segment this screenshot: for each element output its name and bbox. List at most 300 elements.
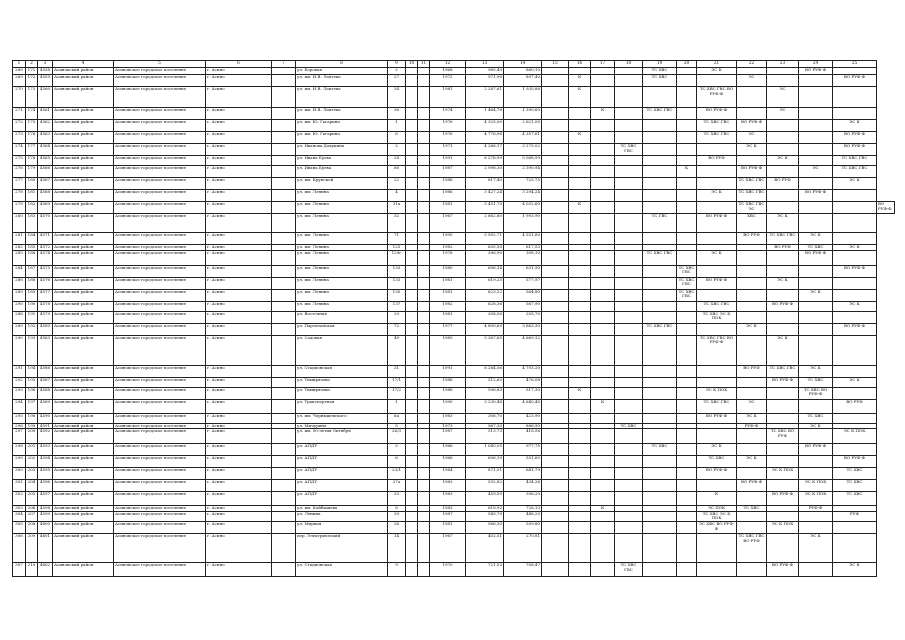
cell-col-23 [767,533,799,562]
cell-col-5: Асиновское городское поселение [114,444,206,456]
cell-col-10 [406,277,418,289]
cell-col-9: 135 [388,289,406,301]
cell-col-15 [542,190,569,202]
cell-col-9: 133 [388,277,406,289]
cell-col-5: Асиновское городское поселение [114,202,206,214]
cell-col-12: 1988 [430,178,466,190]
cell-col-11 [418,120,430,132]
cell-col-17 [591,132,615,144]
cell-col-17 [591,87,615,108]
cell-col-17: К [591,399,615,413]
cell-col-19 [643,311,677,323]
column-header-16: 16 [569,61,591,68]
cell-col-19 [643,492,677,506]
cell-col-22: ЭС [737,132,767,144]
cell-col-23: ЭС К ПОК [767,521,799,533]
cell-col-11 [418,289,430,301]
cell-col-22 [737,277,767,289]
cell-col-6: г. Асино [206,250,272,265]
cell-col-20 [677,456,697,468]
cell-col-25: ВО РУФ-Ф [833,132,877,144]
cell-col-7 [272,233,296,245]
cell-col-10 [406,301,418,311]
cell-col-16 [569,492,591,506]
cell-col-14: 860,10 [504,68,542,75]
cell-col-14: 726,13 [504,506,542,512]
cell-col-1: 298 [13,444,26,456]
cell-col-20 [677,429,697,444]
table-row [13,108,895,120]
cell-col-10 [406,311,418,323]
column-header-22: 22 [737,61,767,68]
cell-col-24 [799,132,833,144]
cell-col-23 [767,202,799,214]
cell-col-2: 196 [26,387,38,399]
cell-col-6: г. Асино [206,323,272,335]
cell-col-2: 184 [26,233,38,245]
cell-col-16: К [569,132,591,144]
cell-col-2: 210 [26,562,38,576]
cell-col-21: ЭС К [697,68,737,75]
table-row [13,132,895,144]
cell-col-19 [643,562,677,576]
cell-col-7 [272,214,296,233]
table-row [13,68,895,75]
cell-col-14: 1 993,90 [504,214,542,233]
cell-col-6: г. Асино [206,387,272,399]
cell-col-25 [833,521,877,533]
column-header-3: 3 [38,61,53,68]
cell-col-19 [643,178,677,190]
cell-col-8: ул. им. Ленина [296,190,388,202]
cell-col-20 [677,301,697,311]
cell-col-20 [677,335,697,365]
cell-col-13: 628,36 [466,301,504,311]
cell-col-22: РУФ-Ф [737,423,767,429]
cell-col-17 [591,468,615,480]
cell-col-2: 174 [26,108,38,120]
cell-col-5: Асиновское городское поселение [114,423,206,429]
cell-col-5: Асиновское городское поселение [114,399,206,413]
cell-col-14: 308,10 [504,250,542,265]
cell-col-17 [591,492,615,506]
cell-col-5: Асиновское городское поселение [114,250,206,265]
cell-col-8: ул. им. Ленина [296,250,388,265]
cell-col-21 [697,233,737,245]
cell-col-25: ТС ХВС ГВС [833,156,877,166]
cell-col-23 [767,444,799,456]
cell-col-8: ул. им. Ленина [296,233,388,245]
cell-col-9: 14 [388,533,406,562]
cell-col-18 [615,178,643,190]
cell-col-4: Асиновский район [53,511,114,521]
cell-col-14: 4 551,60 [504,233,542,245]
table-row [13,75,895,87]
cell-col-16 [569,335,591,365]
cell-col-25: ВО РУФ-Ф [833,144,877,156]
cell-col-25: ТС ХВС [833,480,877,492]
cell-col-13: 5 367,65 [466,335,504,365]
cell-col-19 [643,399,677,413]
cell-col-13: 606,19 [466,456,504,468]
cell-col-19 [643,156,677,166]
cell-col-12: 1995 [430,233,466,245]
cell-col-12: 1991 [430,365,466,377]
cell-col-9: 27а [388,480,406,492]
cell-col-4: Асиновский район [53,365,114,377]
cell-col-4: Асиновский район [53,190,114,202]
column-header-8: 8 [296,61,388,68]
cell-col-4: Асиновский район [53,250,114,265]
cell-col-4: Асиновский район [53,521,114,533]
cell-col-7 [272,156,296,166]
cell-col-5: Асиновское городское поселение [114,456,206,468]
column-number-row [13,61,895,68]
cell-col-10 [406,456,418,468]
cell-col-15 [542,144,569,156]
cell-col-3: 4565 [38,156,53,166]
cell-col-14: 3 663,30 [504,323,542,335]
cell-col-10 [406,202,418,214]
cell-col-25: ТС ХВС [833,468,877,480]
cell-col-3: 4588 [38,387,53,399]
cell-col-23 [767,480,799,492]
table-row [13,562,895,576]
cell-col-7 [272,413,296,423]
column-header-19: 19 [643,61,677,68]
cell-col-3: 4564 [38,144,53,156]
cell-col-15 [542,87,569,108]
cell-col-3: 4559 [38,75,53,87]
cell-col-19: ТС ХВС ГВС [643,108,677,120]
column-header-13: 13 [466,61,504,68]
cell-col-7 [272,277,296,289]
cell-col-22: ЭС К [737,323,767,335]
cell-col-1: 307 [13,562,26,576]
cell-col-5: Асиновское городское поселение [114,387,206,399]
cell-col-4: Асиновский район [53,335,114,365]
cell-col-7 [272,480,296,492]
column-header-11: 11 [418,61,430,68]
cell-col-4: Асиновский район [53,289,114,301]
cell-col-14: 564,80 [504,289,542,301]
column-header-4: 4 [53,61,114,68]
cell-col-14: 3 275,02 [504,144,542,156]
cell-col-22: ЭС [737,75,767,87]
cell-col-18 [615,108,643,120]
cell-col-17 [591,429,615,444]
cell-col-3: 4558 [38,68,53,75]
cell-col-17 [591,156,615,166]
cell-col-18 [615,277,643,289]
cell-col-3: 4583 [38,335,53,365]
cell-col-19 [643,521,677,533]
cell-col-18 [615,480,643,492]
cell-col-9: 9 [388,562,406,576]
cell-col-16 [569,301,591,311]
cell-col-15 [542,301,569,311]
cell-col-20: ТС ХВС ГВС [677,277,697,289]
cell-col-9: 36 [388,108,406,120]
cell-col-18 [615,429,643,444]
cell-col-10 [406,265,418,277]
cell-col-9: 137 [388,301,406,311]
cell-col-13: 2 287,61 [466,87,504,108]
cell-col-12: 1980 [430,265,466,277]
cell-col-5: Асиновское городское поселение [114,132,206,144]
cell-col-4: Асиновский район [53,444,114,456]
cell-col-12: 1990 [430,399,466,413]
cell-col-2: 175 [26,120,38,132]
cell-col-6: г. Асино [206,144,272,156]
cell-col-15 [542,68,569,75]
cell-col-14: 641,79 [504,468,542,480]
cell-col-5: Асиновское городское поселение [114,87,206,108]
cell-col-25 [833,413,877,423]
cell-col-22: ХВС [737,214,767,233]
cell-col-25: ТС ХВС ГВС [833,166,877,178]
cell-col-2: 198 [26,413,38,423]
cell-col-19 [643,301,677,311]
cell-col-16 [569,68,591,75]
cell-col-16 [569,365,591,377]
cell-col-14: 631,90 [504,265,542,277]
cell-col-13: 4 286,17 [466,144,504,156]
cell-col-1: 293 [13,387,26,399]
cell-col-11 [418,250,430,265]
cell-col-13: 549,70 [466,511,504,521]
cell-col-13: 396,90 [466,250,504,265]
cell-col-20 [677,108,697,120]
cell-col-14: 306,20 [504,492,542,506]
cell-col-24: ЭС К [799,533,833,562]
cell-col-18 [615,413,643,423]
cell-col-6: г. Асино [206,277,272,289]
cell-col-1: 290 [13,301,26,311]
cell-col-12: 1967 [430,533,466,562]
cell-col-8: ул. Ивана Буева [296,166,388,178]
cell-col-20: ТС ХВС ГВС [677,265,697,277]
cell-col-24 [799,265,833,277]
column-header-21: 21 [697,61,737,68]
cell-col-15 [542,387,569,399]
cell-col-9: 39 [388,511,406,521]
cell-col-7 [272,492,296,506]
cell-col-5: Асиновское городское поселение [114,468,206,480]
cell-col-5: Асиновское городское поселение [114,75,206,87]
cell-col-13: 4 800,60 [466,323,504,335]
cell-col-23: ВО РУФ-Ф [767,562,799,576]
cell-col-2: 177 [26,144,38,156]
cell-col-14: 897,40 [504,75,542,87]
cell-col-17 [591,190,615,202]
cell-col-22 [737,468,767,480]
cell-col-24: ЭС К ПОК [799,492,833,506]
cell-col-24 [799,277,833,289]
column-header-2: 2 [26,61,38,68]
cell-col-16 [569,289,591,301]
cell-col-7 [272,444,296,456]
cell-col-11 [418,202,430,214]
cell-col-24 [799,429,833,444]
cell-col-8: ул. им. Крупской [296,178,388,190]
cell-col-2: 189 [26,289,38,301]
cell-col-2: 176 [26,132,38,144]
column-header-9: 9 [388,61,406,68]
table-row [13,190,895,202]
cell-col-3: 4577 [38,289,53,301]
cell-col-19 [643,335,677,365]
cell-col-11 [418,214,430,233]
cell-col-3: 4578 [38,301,53,311]
cell-col-11 [418,365,430,377]
cell-col-11 [418,562,430,576]
cell-col-1: 276 [13,166,26,178]
cell-col-17 [591,311,615,323]
cell-col-2: 188 [26,277,38,289]
cell-col-13: 308,56 [466,311,504,323]
cell-col-8: ул. Садовая [296,335,388,365]
cell-col-22: ЭС К [737,144,767,156]
cell-col-1: 300 [13,468,26,480]
cell-col-11 [418,533,430,562]
cell-col-18 [615,166,643,178]
cell-col-11 [418,108,430,120]
cell-col-4: Асиновский район [53,399,114,413]
cell-col-23: ВО РУФ-Ф [767,492,799,506]
cell-col-21: ТС ХВС ГВС [697,301,737,311]
cell-col-11 [418,480,430,492]
cell-col-7 [272,562,296,576]
table-body [13,68,895,577]
cell-col-3: 4602 [38,562,53,576]
cell-col-12: 1982 [430,301,466,311]
cell-col-2: 182 [26,202,38,214]
cell-col-1: 270 [13,87,26,108]
cell-col-3: 4571 [38,233,53,245]
cell-col-10 [406,323,418,335]
cell-col-4: Асиновский район [53,492,114,506]
cell-col-7 [272,289,296,301]
cell-col-10 [406,289,418,301]
cell-col-3: 4601 [38,533,53,562]
cell-col-20 [677,87,697,108]
cell-col-6: г. Асино [206,521,272,533]
cell-col-2: 183 [26,214,38,233]
cell-col-16 [569,144,591,156]
cell-col-6: г. Асино [206,289,272,301]
cell-col-22: ЭС [737,399,767,413]
cell-col-6: г. Асино [206,214,272,233]
cell-col-18 [615,456,643,468]
cell-col-22: ТС ХВС ГВС [737,190,767,202]
cell-col-19 [643,190,677,202]
table-row [13,480,895,492]
column-header-12: 12 [430,61,466,68]
cell-col-17 [591,533,615,562]
cell-col-6: г. Асино [206,265,272,277]
cell-col-19 [643,456,677,468]
cell-col-13: 6 276,99 [466,156,504,166]
cell-col-6: г. Асино [206,456,272,468]
cell-col-18 [615,132,643,144]
cell-col-5: Асиновское городское поселение [114,108,206,120]
cell-col-18 [615,444,643,456]
table-row [13,365,895,377]
cell-col-25 [833,108,877,120]
cell-col-2: 180 [26,178,38,190]
cell-col-19 [643,387,677,399]
cell-col-4: Асиновский район [53,166,114,178]
cell-col-24: ВО РУФ-Ф [799,250,833,265]
cell-col-15 [542,277,569,289]
cell-col-24: ЭС [799,166,833,178]
table-row [13,144,895,156]
cell-col-1: 290 [13,335,26,365]
cell-col-7 [272,399,296,413]
cell-col-11 [418,277,430,289]
table-row [13,335,895,365]
cell-col-22: ВО РУФ-Ф [737,166,767,178]
cell-col-8: ул. АПДУ [296,468,388,480]
cell-col-21: ТС ХВС ЭС К ПОК [697,311,737,323]
cell-col-7 [272,144,296,156]
cell-col-8: ул. им. Н.В. Лаптева [296,108,388,120]
cell-col-13: 513,73 [466,429,504,444]
cell-col-18 [615,533,643,562]
cell-col-18: ТС ХВС ГВС [615,562,643,576]
cell-col-7 [272,87,296,108]
cell-col-5: Асиновское городское поселение [114,311,206,323]
cell-col-5: Асиновское городское поселение [114,120,206,132]
cell-col-5: Асиновское городское поселение [114,492,206,506]
cell-col-2: 206 [26,506,38,512]
cell-col-14: 423,90 [504,413,542,423]
cell-col-8: ул. им. Ленина [296,301,388,311]
cell-col-18 [615,68,643,75]
cell-col-16 [569,444,591,456]
cell-col-2: 194 [26,365,38,377]
cell-col-9: 22 [388,178,406,190]
cell-col-2: 204 [26,480,38,492]
cell-col-8: ул. Ленина [296,511,388,521]
cell-col-14: 2 621,00 [504,120,542,132]
cell-col-23 [767,387,799,399]
cell-col-12: 1968 [430,68,466,75]
cell-col-24 [799,301,833,311]
cell-col-20 [677,533,697,562]
cell-col-4: Асиновский район [53,156,114,166]
cell-col-10 [406,132,418,144]
cell-col-12: 1970 [430,562,466,576]
cell-col-14: 5 068,99 [504,156,542,166]
cell-col-3: 4598 [38,506,53,512]
cell-col-23 [767,166,799,178]
cell-col-10 [406,413,418,423]
cell-col-13: 619,25 [466,277,504,289]
cell-col-23 [767,265,799,277]
cell-col-1: 291 [13,365,26,377]
cell-col-11 [418,377,430,387]
cell-col-8: ул. Иванова Докукина [296,144,388,156]
cell-col-11 [418,456,430,468]
cell-col-6: г. Асино [206,444,272,456]
cell-col-16 [569,250,591,265]
cell-col-18 [615,365,643,377]
cell-col-20 [677,480,697,492]
table-row [13,413,895,423]
cell-col-13: 306,70 [466,413,504,423]
